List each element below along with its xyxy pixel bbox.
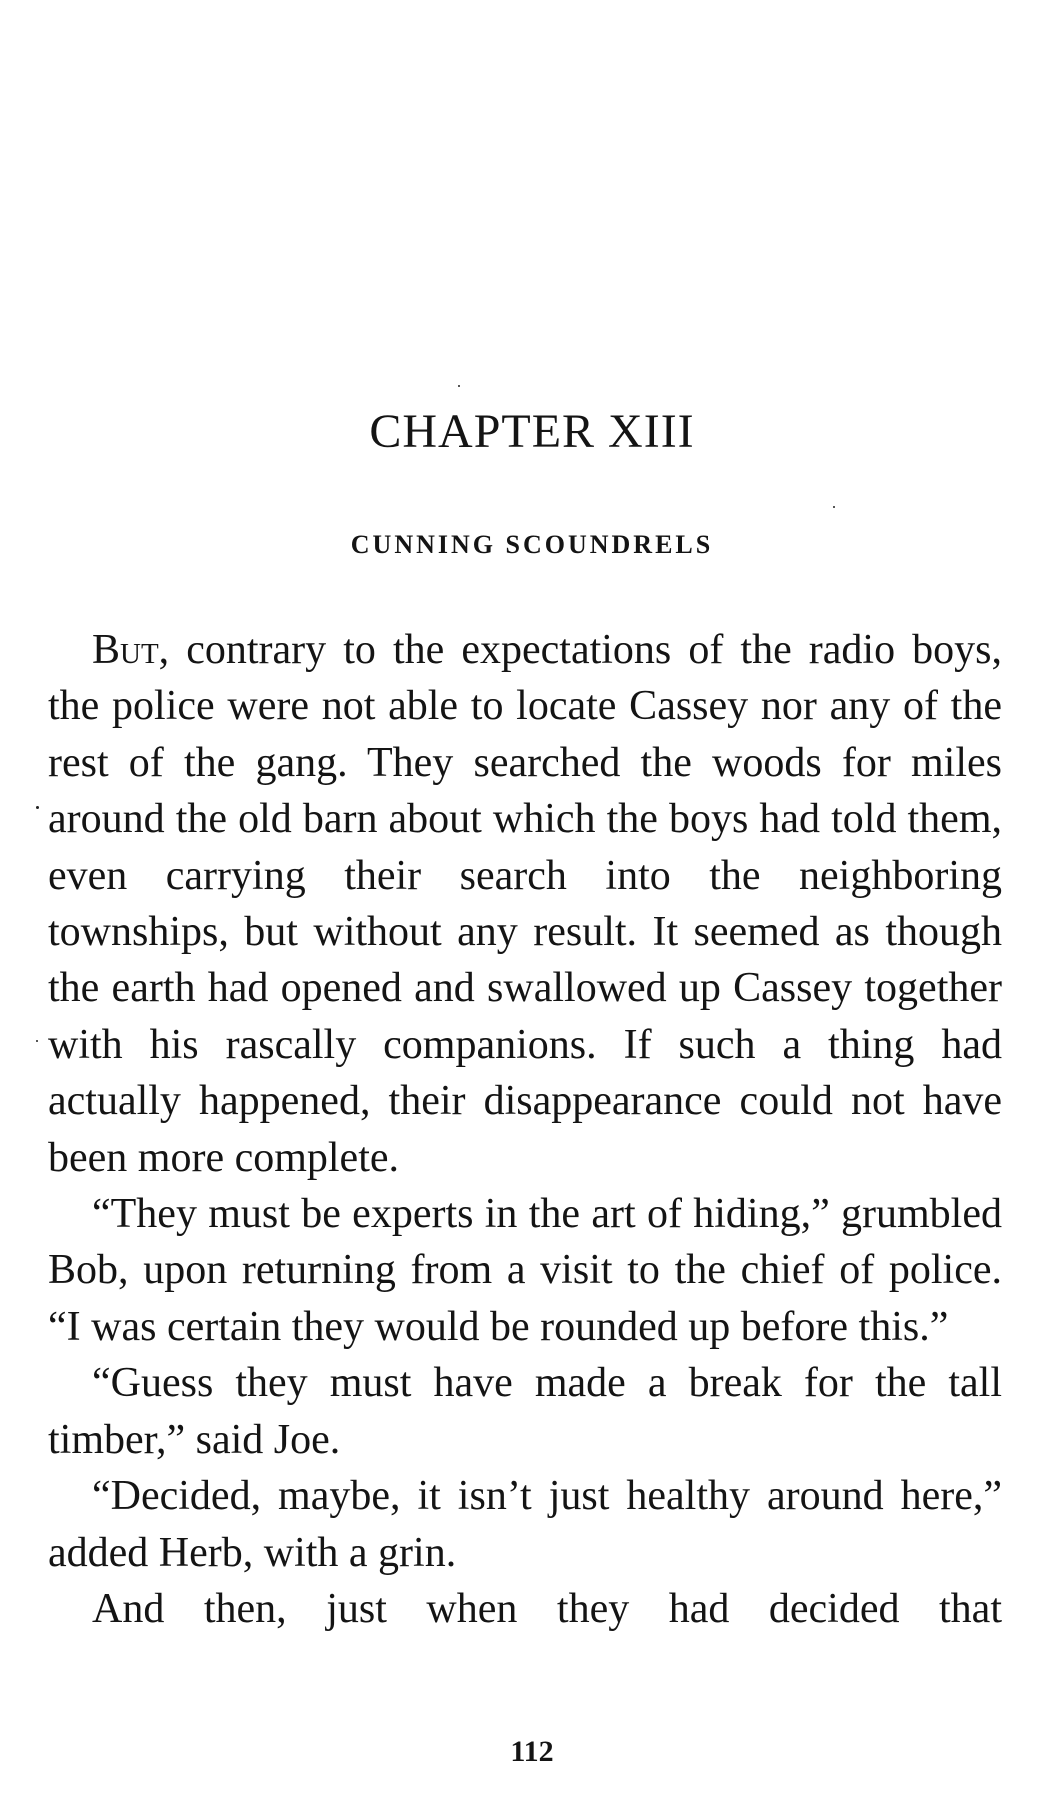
page-number: 112 (510, 1735, 554, 1768)
scan-speck (833, 506, 835, 508)
chapter-body (48, 622, 1002, 1637)
paragraph: And then, just when they had decided that (92, 1585, 1002, 1632)
paragraph (48, 622, 1002, 1186)
paragraph-text: , contrary to the expectations of the radio boys, the police were not able to locate Cassey nor any of the rest of the gang. They searched the woods for miles around the old barn about which the boys had told them, even carrying their search into the neighboring townships, but without any result. It seemed as though the earth had opened and swallowed up Cassey together with his rascally companions. If such a thing had actually happened, their disappearance could not have been more complete. (48, 627, 1002, 1181)
scan-speck (36, 806, 39, 809)
chapter-heading: CHAPTER XIII (369, 405, 695, 458)
chapter-subtitle: CUNNING SCOUNDRELS (350, 530, 714, 559)
paragraph-lead-word: But (92, 627, 159, 673)
scan-speck (36, 1040, 38, 1042)
paragraph: “Guess they must have made a break for the tall timber,” said Joe. (48, 1360, 1002, 1463)
paragraph: “They must be experts in the art of hiding,” grumbled Bob, upon returning from a visit to the chief of police. “I was certain they would be rounded up before this.” (48, 1191, 1002, 1350)
paragraph: “Decided, maybe, it isn’t just healthy around here,” added Herb, with a grin. (48, 1473, 1002, 1576)
scan-speck (458, 385, 460, 387)
